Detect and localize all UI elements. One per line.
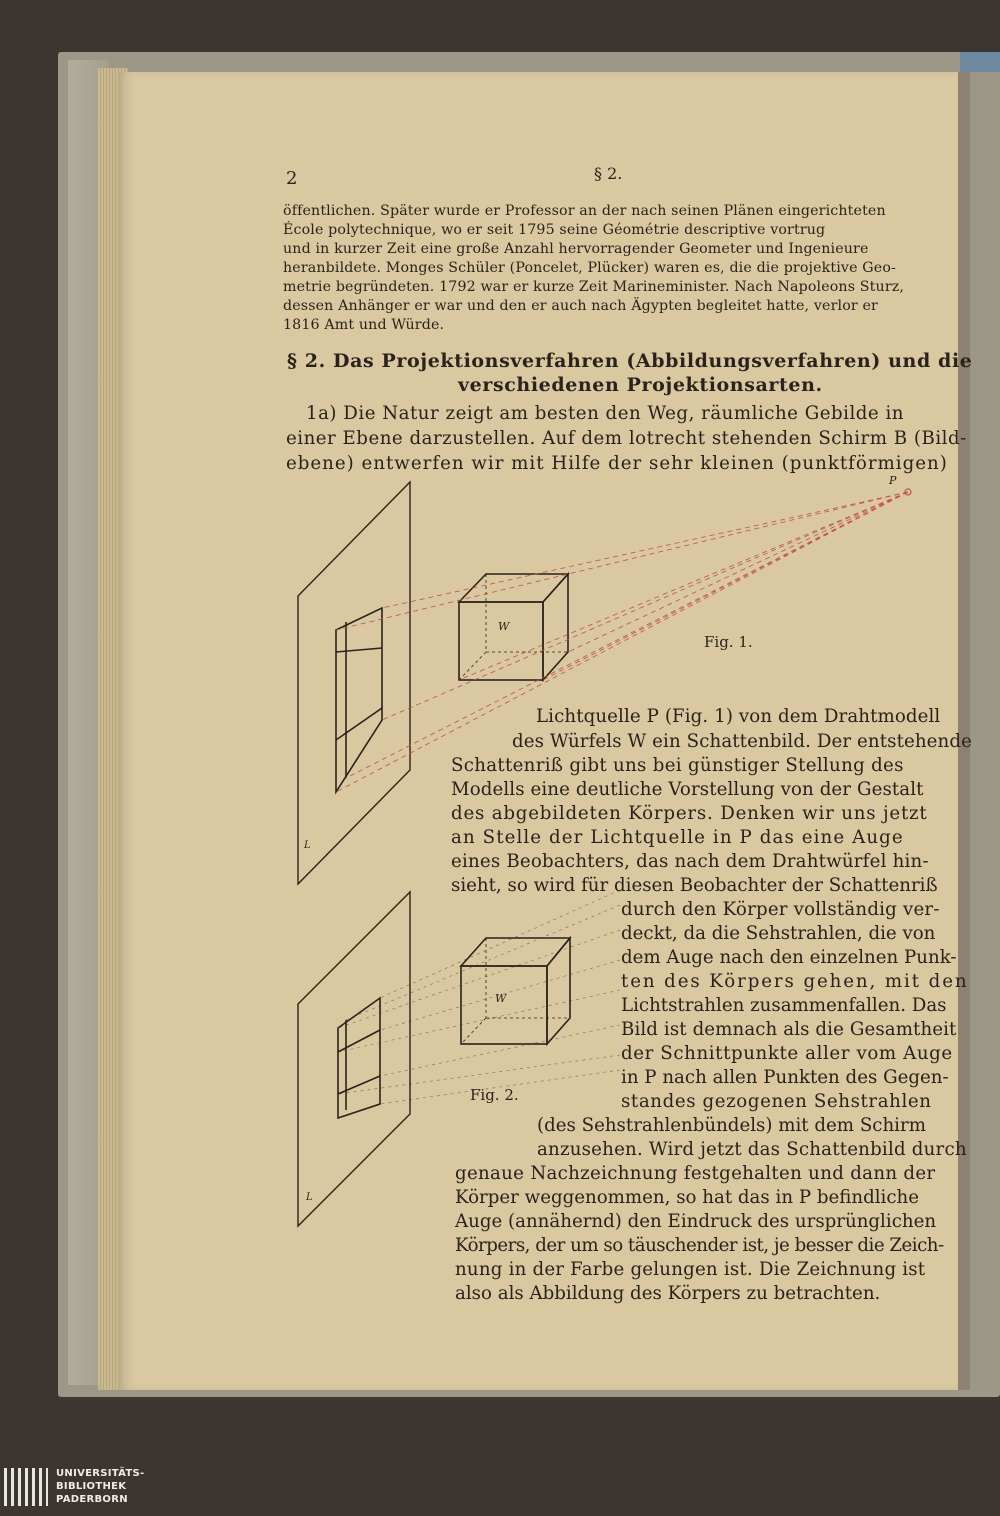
fig1-hidden-edges <box>459 574 568 680</box>
intro-line: und in kurzer Zeit eine große Anzahl hervorragender Geometer und Ingenieure <box>283 241 869 257</box>
paragraph-line: ten des Körpers gehen, mit den <box>621 971 969 992</box>
library-name-line: PADERBORN <box>56 1494 128 1505</box>
intro-line: metrie begründeten. 1792 war er kurze Zeit Marineminister. Nach Napoleons Sturz, <box>283 279 905 295</box>
library-name-line: BIBLIOTHEK <box>56 1481 127 1492</box>
page-number: 2 <box>286 168 298 189</box>
paragraph-line: einer Ebene darzustellen. Auf dem lotrecht stehenden Schirm B (Bild- <box>286 428 967 449</box>
section-heading: § 2. Das Projektionsverfahren (Abbildungsverfahren) und die <box>287 350 973 372</box>
paragraph-line: Schattenriß gibt uns bei günstiger Stellung des <box>451 755 904 776</box>
fig1-cube <box>459 574 568 680</box>
paragraph-line: Lichtquelle P (Fig. 1) von dem Drahtmodell <box>536 706 941 727</box>
paragraph-line: also als Abbildung des Körpers zu betrachten. <box>455 1283 881 1304</box>
paragraph-line: deckt, da die Sehstrahlen, die von <box>621 923 936 944</box>
paragraph-line: Modells eine deutliche Vorstellung von der Gestalt <box>451 779 924 800</box>
paragraph-line: Lichtstrahlen zusammenfallen. Das <box>621 995 947 1016</box>
paragraph-line: genaue Nachzeichnung festgehalten und dann der <box>455 1163 936 1184</box>
intro-line: heranbildete. Monges Schüler (Poncelet, Plücker) waren es, die die projektive Geo- <box>283 260 896 276</box>
paragraph-line: in P nach allen Punkten des Gegen- <box>621 1067 949 1088</box>
fig2-label-l: L <box>306 1192 313 1203</box>
library-name-line: UNIVERSITÄTS- <box>56 1468 145 1479</box>
running-head: § 2. <box>594 164 623 183</box>
fig1-label-l: L <box>304 840 311 851</box>
paragraph-line: (des Sehstrahlenbündels) mit dem Schirm <box>537 1115 926 1136</box>
fig1-image-plane <box>298 482 410 884</box>
fig2-shadow <box>338 998 380 1118</box>
paragraph-line: Auge (annähernd) den Eindruck des ursprünglichen <box>455 1211 937 1232</box>
section-heading: verschiedenen Projektionsarten. <box>458 374 823 396</box>
paragraph-line: Körpers, der um so täuschender ist, je besser die Zeich- <box>455 1235 944 1256</box>
fig2-image-plane <box>298 892 410 1226</box>
paragraph-line: eines Beobachters, das nach dem Drahtwürfel hin- <box>451 851 929 872</box>
fig1-label-p: P <box>889 474 897 487</box>
library-logo <box>0 1460 160 1516</box>
paragraph-line: Körper weggenommen, so hat das in P befindliche <box>455 1187 920 1208</box>
paragraph-line: des Würfels W ein Schattenbild. Der entstehende <box>512 731 972 752</box>
paragraph-line: an Stelle der Lichtquelle in P das eine Auge <box>451 827 904 848</box>
paragraph-line: nung in der Farbe gelungen ist. Die Zeichnung ist <box>455 1259 926 1280</box>
fig1-shadow <box>336 608 382 792</box>
intro-line: 1816 Amt und Würde. <box>283 317 445 333</box>
paragraph-line: der Schnittpunkte aller vom Auge <box>621 1043 953 1064</box>
library-logo-bars-icon <box>4 1468 48 1506</box>
intro-line: dessen Anhänger er war und den er auch nach Ägypten begleitet hatte, verlor er <box>283 298 878 314</box>
intro-line: École polytechnique, wo er seit 1795 seine Géométrie descriptive vortrug <box>283 222 826 238</box>
paragraph-line: durch den Körper vollständig ver- <box>621 899 940 920</box>
paragraph-line: standes gezogenen Sehstrahlen <box>621 1091 932 1112</box>
paragraph-line: sieht, so wird für diesen Beobachter der Schattenriß <box>451 875 938 896</box>
fig1-caption: Fig. 1. <box>704 633 753 651</box>
fig2-label-w: W <box>495 992 507 1005</box>
paragraph-line: Bild ist demnach als die Gesamtheit <box>621 1019 957 1040</box>
fig1-label-w: W <box>498 620 510 633</box>
paragraph-line: dem Auge nach den einzelnen Punk- <box>621 947 957 968</box>
paragraph-line: 1a) Die Natur zeigt am besten den Weg, räumliche Gebilde in <box>306 403 905 424</box>
intro-line: öffentlichen. Später wurde er Professor an der nach seinen Plänen eingerichteten <box>283 203 886 219</box>
paragraph-line: anzusehen. Wird jetzt das Schattenbild durch <box>537 1139 967 1160</box>
paragraph-line: ebene) entwerfen wir mit Hilfe der sehr kleinen (punktförmigen) <box>286 453 948 474</box>
paragraph-line: des abgebildeten Körpers. Denken wir uns jetzt <box>451 803 928 824</box>
fig2-caption: Fig. 2. <box>470 1086 519 1104</box>
